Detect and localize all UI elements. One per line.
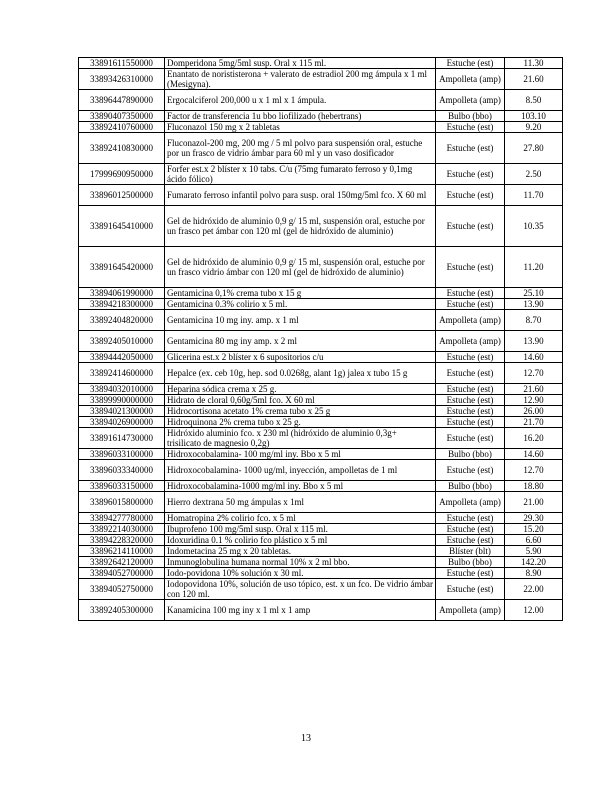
table-row — [79, 428, 563, 449]
code-cell: 33894442050000 — [79, 352, 165, 363]
code-cell: 33892410760000 — [79, 122, 165, 133]
price-cell: 27.80 — [505, 133, 563, 164]
unit-cell: Estuche (est) — [436, 417, 505, 428]
description-cell: Iodopovidona 10%, solución de uso tópico, est. x un fco. De vidrio ámbar con 120 ml. — [165, 579, 436, 600]
unit-cell: Bulbo (bbo) — [436, 481, 505, 492]
price-cell: 12.00 — [505, 600, 563, 621]
unit-cell: Ampolleta (amp) — [436, 69, 505, 90]
price-cell: 8.50 — [505, 90, 563, 111]
unit-cell: Estuche (est) — [436, 206, 505, 247]
code-cell: 33894218300000 — [79, 299, 165, 310]
unit-cell: Estuche (est) — [436, 579, 505, 600]
price-cell: 11.20 — [505, 247, 563, 288]
description-cell: Factor de transferencia 1u bbo liofilizado (hebertrans) — [165, 111, 436, 122]
table-row — [79, 524, 563, 535]
description-cell: Fluconazol 150 mg x 2 tabletas — [165, 122, 436, 133]
code-cell: 33896447890000 — [79, 90, 165, 111]
description-cell: Indometacina 25 mg x 20 tabletas. — [165, 546, 436, 557]
description-cell: Iodo-povidona 10% solución x 30 ml. — [165, 568, 436, 579]
price-cell: 8.90 — [505, 568, 563, 579]
description-cell: Homatropina 2% colirio fco. x 5 ml — [165, 513, 436, 524]
price-cell: 12.70 — [505, 363, 563, 384]
code-cell: 33892414600000 — [79, 363, 165, 384]
table-row — [79, 111, 563, 122]
price-cell: 10.35 — [505, 206, 563, 247]
price-cell: 14.60 — [505, 449, 563, 460]
description-cell: Hierro dextrana 50 mg ámpulas x 1ml — [165, 492, 436, 513]
table-row — [79, 69, 563, 90]
price-cell: 11.30 — [505, 58, 563, 69]
table-row — [79, 185, 563, 206]
price-cell: 26.00 — [505, 406, 563, 417]
code-cell: 33892404820000 — [79, 310, 165, 331]
unit-cell: Estuche (est) — [436, 352, 505, 363]
code-cell: 33894052700000 — [79, 568, 165, 579]
table-row — [79, 122, 563, 133]
table-row — [79, 90, 563, 111]
code-cell: 33894228320000 — [79, 535, 165, 546]
code-cell: 33890407350000 — [79, 111, 165, 122]
page-number: 13 — [301, 733, 311, 744]
unit-cell: Estuche (est) — [436, 568, 505, 579]
table-row — [79, 600, 563, 621]
description-cell: Idoxuridina 0.1 % colirio fco plástico x 5 ml — [165, 535, 436, 546]
code-cell: 33892410830000 — [79, 133, 165, 164]
unit-cell: Estuche (est) — [436, 460, 505, 481]
description-cell: Hidroquinona 2% crema tubo x 25 g. — [165, 417, 436, 428]
unit-cell: Ampolleta (amp) — [436, 492, 505, 513]
description-cell: Hidroxocobalamina-1000 mg/ml iny. Bbo x 5 ml — [165, 481, 436, 492]
price-cell: 2.50 — [505, 164, 563, 185]
price-cell: 15.20 — [505, 524, 563, 535]
price-cell: 21.60 — [505, 384, 563, 395]
code-cell: 33891611550000 — [79, 58, 165, 69]
code-cell: 33894061990000 — [79, 288, 165, 299]
table-body — [79, 58, 563, 621]
description-cell: Forfer est.x 2 blíster x 10 tabs. C/u (75mg fumarato ferroso y 0,1mg ácido fólico) — [165, 164, 436, 185]
price-cell: 103.10 — [505, 111, 563, 122]
description-cell: Gel de hidróxido de aluminio 0,9 g/ 15 ml, suspensión oral, estuche por un frasco vidrio ámbar con 120 ml (gel de hidróxido de aluminio) — [165, 247, 436, 288]
price-cell: 12.70 — [505, 460, 563, 481]
description-cell: Hidroxocobalamina- 100 mg/ml iny. Bbo x 5 ml — [165, 449, 436, 460]
table-row — [79, 417, 563, 428]
table-row — [79, 460, 563, 481]
table-row — [79, 247, 563, 288]
code-cell: 33896012500000 — [79, 185, 165, 206]
table-row — [79, 395, 563, 406]
code-cell: 33894026900000 — [79, 417, 165, 428]
table-row — [79, 310, 563, 331]
unit-cell: Estuche (est) — [436, 513, 505, 524]
description-cell: Gentamicina 10 mg iny. amp. x 1 ml — [165, 310, 436, 331]
description-cell: Gentamicina 0.3% colirio x 5 ml. — [165, 299, 436, 310]
code-cell: 33892405300000 — [79, 600, 165, 621]
table-row — [79, 352, 563, 363]
code-cell: 33894052750000 — [79, 579, 165, 600]
price-cell: 6.60 — [505, 535, 563, 546]
code-cell: 33896015800000 — [79, 492, 165, 513]
unit-cell: Estuche (est) — [436, 58, 505, 69]
description-cell: Fumarato ferroso infantil polvo para susp. oral 150mg/5ml fco. X 60 ml — [165, 185, 436, 206]
table-row — [79, 288, 563, 299]
description-cell: Hidróxido aluminio fco. x 230 ml (hidróxido de aluminio 0,3g+ trisilicato de magnesio 0,2g) — [165, 428, 436, 449]
description-cell: Hidrato de cloral 0,60g/5ml fco. X 60 ml — [165, 395, 436, 406]
description-cell: Inmunoglobulina humana normal 10% x 2 ml bbo. — [165, 557, 436, 568]
code-cell: 33894021300000 — [79, 406, 165, 417]
price-cell: 21.70 — [505, 417, 563, 428]
description-cell: Enantato de norististerona + valerato de estradiol 200 mg ámpula x 1 ml (Mesigyna). — [165, 69, 436, 90]
code-cell: 33892405010000 — [79, 331, 165, 352]
code-cell: 33896033340000 — [79, 460, 165, 481]
code-cell: 33896033150000 — [79, 481, 165, 492]
price-cell: 12.90 — [505, 395, 563, 406]
unit-cell: Estuche (est) — [436, 247, 505, 288]
price-cell: 142.20 — [505, 557, 563, 568]
price-cell: 5.90 — [505, 546, 563, 557]
description-cell: Heparina sódica crema x 25 g. — [165, 384, 436, 395]
code-cell: 33892214030000 — [79, 524, 165, 535]
table-row — [79, 481, 563, 492]
table-row — [79, 535, 563, 546]
description-cell: Ibuprofeno 100 mg/5ml susp. Oral x 115 ml. — [165, 524, 436, 535]
price-cell: 8.70 — [505, 310, 563, 331]
description-cell: Domperidona 5mg/5ml susp. Oral x 115 ml. — [165, 58, 436, 69]
code-cell: 33896033100000 — [79, 449, 165, 460]
unit-cell: Estuche (est) — [436, 363, 505, 384]
table-row — [79, 579, 563, 600]
code-cell: 33894277780000 — [79, 513, 165, 524]
price-cell: 9.20 — [505, 122, 563, 133]
table-row — [79, 206, 563, 247]
unit-cell: Blíster (blt) — [436, 546, 505, 557]
table-row — [79, 363, 563, 384]
description-cell: Fluconazol-200 mg, 200 mg / 5 ml polvo para suspensión oral, estuche por un frasco de vidrio ámbar para 60 ml y un vaso dosificador — [165, 133, 436, 164]
unit-cell: Estuche (est) — [436, 288, 505, 299]
unit-cell: Estuche (est) — [436, 406, 505, 417]
unit-cell: Estuche (est) — [436, 122, 505, 133]
unit-cell: Estuche (est) — [436, 524, 505, 535]
code-cell: 33891645410000 — [79, 206, 165, 247]
description-cell: Kanamicina 100 mg iny x 1 ml x 1 amp — [165, 600, 436, 621]
code-cell: 33894032010000 — [79, 384, 165, 395]
price-cell: 21.60 — [505, 69, 563, 90]
unit-cell: Estuche (est) — [436, 133, 505, 164]
price-cell: 25.10 — [505, 288, 563, 299]
price-cell: 13.90 — [505, 299, 563, 310]
unit-cell: Estuche (est) — [436, 299, 505, 310]
description-cell: Hidrocortisona acetato 1% crema tubo x 25 g — [165, 406, 436, 417]
code-cell: 33891614730000 — [79, 428, 165, 449]
code-cell: 17999690950000 — [79, 164, 165, 185]
table-row — [79, 406, 563, 417]
unit-cell: Estuche (est) — [436, 395, 505, 406]
price-cell: 29.30 — [505, 513, 563, 524]
description-cell: Gentamicina 0,1% crema tubo x 15 g — [165, 288, 436, 299]
unit-cell: Bulbo (bbo) — [436, 449, 505, 460]
price-cell: 18.80 — [505, 481, 563, 492]
table-row — [79, 546, 563, 557]
table-row — [79, 58, 563, 69]
price-cell: 13.90 — [505, 331, 563, 352]
code-cell: 33896214110000 — [79, 546, 165, 557]
price-cell: 14.60 — [505, 352, 563, 363]
price-cell: 21.00 — [505, 492, 563, 513]
medication-price-table — [78, 57, 563, 621]
table-row — [79, 568, 563, 579]
price-cell: 22.00 — [505, 579, 563, 600]
unit-cell: Estuche (est) — [436, 384, 505, 395]
unit-cell: Estuche (est) — [436, 164, 505, 185]
table-row — [79, 384, 563, 395]
price-cell: 16.20 — [505, 428, 563, 449]
table-row — [79, 513, 563, 524]
table-row — [79, 164, 563, 185]
code-cell: 33893426310000 — [79, 69, 165, 90]
unit-cell: Ampolleta (amp) — [436, 331, 505, 352]
description-cell: Ergocalciferol 200,000 u x 1 ml x 1 ámpula. — [165, 90, 436, 111]
description-cell: Gel de hidróxido de aluminio 0,9 g/ 15 ml, suspensión oral, estuche por un frasco pet ámbar con 120 ml (gel de hidróxido de aluminio) — [165, 206, 436, 247]
table-row — [79, 133, 563, 164]
unit-cell: Estuche (est) — [436, 185, 505, 206]
description-cell: Hepalce (ex. ceb 10g, hep. sod 0.0268g, alant 1g) jalea x tubo 15 g — [165, 363, 436, 384]
table-row — [79, 492, 563, 513]
unit-cell: Ampolleta (amp) — [436, 310, 505, 331]
code-cell: 33899990000000 — [79, 395, 165, 406]
code-cell: 33892642120000 — [79, 557, 165, 568]
unit-cell: Ampolleta (amp) — [436, 90, 505, 111]
description-cell: Gentamicina 80 mg iny amp. x 2 ml — [165, 331, 436, 352]
table-row — [79, 557, 563, 568]
unit-cell: Estuche (est) — [436, 428, 505, 449]
unit-cell: Bulbo (bbo) — [436, 557, 505, 568]
table-row — [79, 449, 563, 460]
table-row — [79, 331, 563, 352]
unit-cell: Bulbo (bbo) — [436, 111, 505, 122]
code-cell: 33891645420000 — [79, 247, 165, 288]
description-cell: Glicerina est.x 2 blíster x 6 supositorios c/u — [165, 352, 436, 363]
description-cell: Hidroxocobalamina- 1000 ug/ml, inyección, ampolletas de 1 ml — [165, 460, 436, 481]
table-row — [79, 299, 563, 310]
unit-cell: Ampolleta (amp) — [436, 600, 505, 621]
price-cell: 11.70 — [505, 185, 563, 206]
unit-cell: Estuche (est) — [436, 535, 505, 546]
